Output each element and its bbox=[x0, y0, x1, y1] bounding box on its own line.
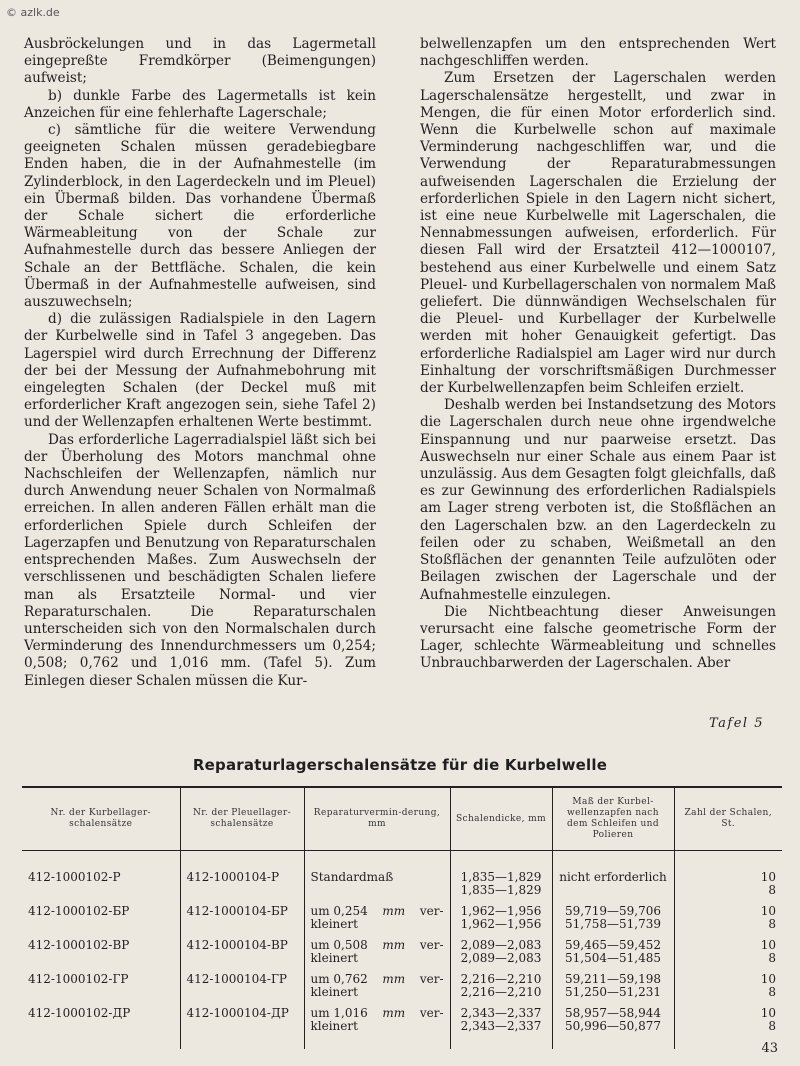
journal-value: 51,758—51,739 bbox=[565, 917, 661, 931]
reduction-word-end: kleinert bbox=[310, 985, 358, 999]
thickness-value: 1,835—1,829 bbox=[460, 870, 542, 884]
table-label: Tafel 5 bbox=[709, 716, 764, 731]
shell-thickness bbox=[450, 973, 552, 1007]
paragraph: d) die zulässigen Radialspiele in den Lagern der Kurbelwelle sind in Tafel 3 angegeben. Das Lagerspiel wird durch Errechnung der Differenz der bei der Messung der Aufnahmebohrung mit eingelegten Schalen (der Deckel muß mit erforderlicher Kraft angezogen sein, siehe Tafel 2) und der Wellenzapfen erhaltenen Werte bestimmt. bbox=[24, 311, 376, 431]
journal-value: 51,504—51,485 bbox=[565, 951, 661, 965]
journal-size bbox=[552, 905, 674, 939]
thickness-value: 1,835—1,829 bbox=[460, 883, 542, 897]
shell-count bbox=[674, 851, 782, 906]
count-value: 8 bbox=[768, 985, 776, 999]
reduction-word-end: kleinert bbox=[310, 1019, 358, 1033]
count-value: 8 bbox=[768, 917, 776, 931]
shell-count bbox=[674, 973, 782, 1007]
shell-thickness bbox=[450, 939, 552, 973]
thickness-value: 2,343—2,337 bbox=[460, 1019, 542, 1033]
header-shell-thickness: Schalendicke, mm bbox=[450, 787, 552, 851]
count-value: 8 bbox=[768, 883, 776, 897]
count-value: 10 bbox=[760, 904, 776, 918]
table-row bbox=[22, 973, 782, 1007]
table-header-row bbox=[22, 787, 782, 851]
table-row bbox=[22, 1007, 782, 1049]
header-reduction: Reparaturvermin-derung, mm bbox=[304, 787, 450, 851]
thickness-value: 1,962—1,956 bbox=[460, 917, 542, 931]
reduction bbox=[304, 1007, 450, 1049]
crank-set-no: 412-1000102-ГР bbox=[28, 972, 129, 986]
table-row bbox=[22, 905, 782, 939]
crank-set-no: 412-1000102-ДР bbox=[28, 1006, 131, 1020]
thickness-value: 2,343—2,337 bbox=[460, 1006, 542, 1020]
count-value: 8 bbox=[768, 1019, 776, 1033]
thickness-value: 2,089—2,083 bbox=[460, 938, 542, 952]
reduction-unit: mm bbox=[382, 938, 406, 952]
journal-value: 59,465—59,452 bbox=[565, 938, 661, 952]
paragraph: c) sämtliche für die weitere Verwendung geeigneten Schalen müssen geradebiegbare Enden haben, die in der Aufnahmestelle (im Zylinderblock, in den Lagerdeckeln und im Pleuel) ein Übermaß bilden. Das vorhandene Übermaß der Schale sichert die erforderliche Wärmeableitung von der Schale zur Aufnahmestelle durch das bessere Anliegen der Schale an der Bettfläche. Schalen, die kein Übermaß in der Aufnahmestelle aufweisen, sind auszuwechseln; bbox=[24, 122, 376, 311]
reduction bbox=[304, 851, 450, 906]
count-value: 10 bbox=[760, 870, 776, 884]
table-title: Reparaturlagerschalensätze für die Kurbelwelle bbox=[192, 756, 608, 774]
header-crank-sets: Nr. der Kurbellager-schalensätze bbox=[22, 787, 180, 851]
paragraph: Das erforderliche Lagerradialspiel läßt sich bei der Überholung des Motors manchmal ohne Nachschleifen der Wellenzapfen, nämlich nur durch Anwendung neuer Schalen von Normalmaß erreichen. In allen anderen Fällen erhält man die erforderlichen Spiele durch Schleifen der Lagerzapfen und Benutzung von Reparaturschalen entsprechenden Maßes. Zum Auswechseln der verschlissenen und beschädigten Schalen liefere man als Ersatzteile Normal- und vier Reparaturschalen. Die Reparaturschalen unterscheiden sich von den Normalschalen durch Verminderung des Innendurchmessers um 0,254; 0,508; 0,762 und 1,016 mm. (Tafel 5). Zum Einlegen dieser Schalen müssen die Kur- bbox=[24, 431, 376, 689]
paragraph: b) dunkle Farbe des Lagermetalls ist kein Anzeichen für eine fehlerhafte Lagerschale; bbox=[24, 87, 376, 121]
shell-count bbox=[674, 905, 782, 939]
journal-value: 50,996—50,877 bbox=[565, 1019, 661, 1033]
count-value: 10 bbox=[760, 972, 776, 986]
count-value: 10 bbox=[760, 938, 776, 952]
journal-value: 58,957—58,944 bbox=[565, 1006, 661, 1020]
reduction bbox=[304, 905, 450, 939]
reduction-value: um 1,016 bbox=[310, 1006, 368, 1020]
rod-set-no: 412-1000104-ГР bbox=[180, 973, 304, 1007]
journal-value: 51,250—51,231 bbox=[565, 985, 661, 999]
shell-thickness bbox=[450, 1007, 552, 1049]
paragraph: Deshalb werden bei Instandsetzung des Motors die Lagerschalen durch neue ohne irgendwelche Einspannung und nur paarweise ersetzt. Das Auswechseln nur einer Schale aus einem Paar ist unzulässig. Aus dem Gesagten folgt gleichfalls, daß es zur Gewinnung des erforderlichen Radialspiels am Lager streng verboten ist, die Stoßflächen an den Lagerschalen bzw. an den Lagerdeckeln zu feilen oder zu schaben, Weißmetall an den Stoßflächen der genannten Teile aufzulöten oder Beilagen zwischen der Lagerschale und der Aufnahmestelle einzulegen. bbox=[420, 397, 776, 603]
count-value: 8 bbox=[768, 951, 776, 965]
reduction-word: ver- bbox=[419, 1006, 444, 1020]
thickness-value: 2,216—2,210 bbox=[460, 985, 542, 999]
journal-size bbox=[552, 1007, 674, 1049]
header-rod-sets: Nr. der Pleuellager-schalensätze bbox=[180, 787, 304, 851]
left-text-column bbox=[24, 36, 376, 690]
shell-thickness bbox=[450, 905, 552, 939]
reduction-word-end: kleinert bbox=[310, 951, 358, 965]
reduction-unit: mm bbox=[382, 972, 406, 986]
reduction-value: um 0,254 bbox=[310, 904, 368, 918]
reduction-unit: mm bbox=[382, 904, 406, 918]
page-number: 43 bbox=[761, 1041, 778, 1056]
shell-thickness bbox=[450, 851, 552, 906]
header-journal-size: Maß der Kurbel-wellenzapfen nach dem Schleifen und Polieren bbox=[552, 787, 674, 851]
reduction-word: ver- bbox=[419, 972, 444, 986]
reduction-word-end: kleinert bbox=[310, 917, 358, 931]
copyright-watermark: © azlk.de bbox=[6, 6, 60, 19]
right-text-column bbox=[420, 36, 776, 673]
crank-set-no: 412-1000102-ВР bbox=[28, 938, 130, 952]
header-shell-count: Zahl der Schalen, St. bbox=[674, 787, 782, 851]
table-row bbox=[22, 939, 782, 973]
shell-count bbox=[674, 939, 782, 973]
journal-value: 59,719—59,706 bbox=[565, 904, 661, 918]
reduction bbox=[304, 939, 450, 973]
rod-set-no: 412-1000104-P bbox=[180, 851, 304, 906]
paragraph: Die Nichtbeachtung dieser Anweisungen verursacht eine falsche geometrische Form der Lager, schlechte Wärmeableitung und schnelles Unbrauchbarwerden der Lagerschalen. Aber bbox=[420, 603, 776, 672]
repair-bearing-table bbox=[22, 786, 782, 1049]
journal-value: 59,211—59,198 bbox=[565, 972, 661, 986]
reduction-word: ver- bbox=[419, 904, 444, 918]
table-row bbox=[22, 851, 782, 906]
thickness-value: 2,216—2,210 bbox=[460, 972, 542, 986]
reduction-word: ver- bbox=[419, 938, 444, 952]
reduction bbox=[304, 973, 450, 1007]
paragraph: Zum Ersetzen der Lagerschalen werden Lagerschalensätze hergestellt, und zwar in Mengen, die für einen Motor erforderlich sind. Wenn die Kurbelwelle schon auf maximale Verminderung nachgeschliffen war, und die Verwendung der Reparaturabmessungen aufweisenden Lagerschalen die Erzielung der erforderlichen Spiele in den Lagern nicht sichert, ist eine neue Kurbelwelle mit Lagerschalen, die Nennabmessungen aufweisen, erforderlich. Für diesen Fall wird der Ersatzteil 412—1000107, bestehend aus einer Kurbelwelle und einem Satz Pleuel- und Kurbellagerschalen von normalem Maß geliefert. Die dünnwändigen Wechselschalen für die Pleuel- und Kurbellager der Kurbelwelle werden mit hoher Genauigkeit gefertigt. Das erforderliche Radialspiel am Lager wird nur durch Einhaltung der vorschriftsmäßigen Durchmesser der Kurbelwellenzapfen beim Schleifen erzielt. bbox=[420, 70, 776, 397]
paragraph: Ausbröckelungen und in das Lagermetall eingepreßte Fremdkörper (Beimengungen) aufweist; bbox=[24, 36, 376, 87]
rod-set-no: 412-1000104-БР bbox=[180, 905, 304, 939]
thickness-value: 1,962—1,956 bbox=[460, 904, 542, 918]
paragraph: belwellenzapfen um den entsprechenden Wert nachgeschliffen werden. bbox=[420, 36, 776, 70]
rod-set-no: 412-1000104-ДР bbox=[180, 1007, 304, 1049]
journal-size bbox=[552, 973, 674, 1007]
reduction-text: Standardmaß bbox=[310, 870, 394, 884]
journal-size bbox=[552, 939, 674, 973]
crank-set-no: 412-1000102-БР bbox=[28, 904, 130, 918]
reduction-value: um 0,508 bbox=[310, 938, 368, 952]
rod-set-no: 412-1000104-ВР bbox=[180, 939, 304, 973]
thickness-value: 2,089—2,083 bbox=[460, 951, 542, 965]
journal-size bbox=[552, 851, 674, 906]
reduction-value: um 0,762 bbox=[310, 972, 368, 986]
journal-value: nicht erforderlich bbox=[559, 870, 667, 884]
count-value: 10 bbox=[760, 1006, 776, 1020]
crank-set-no: 412-1000102-P bbox=[28, 870, 121, 884]
reduction-unit: mm bbox=[382, 1006, 406, 1020]
